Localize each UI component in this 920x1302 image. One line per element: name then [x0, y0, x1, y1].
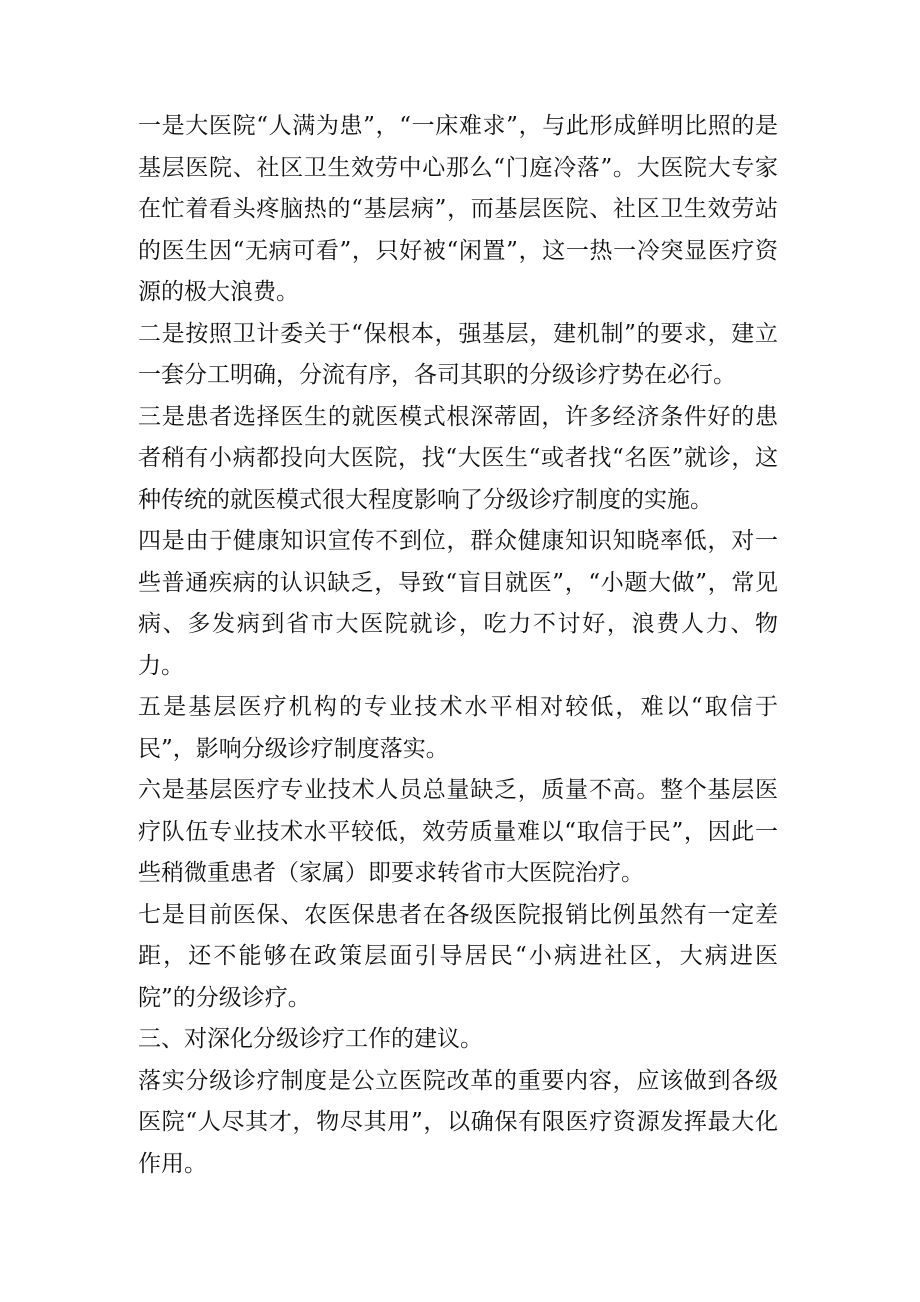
paragraph-5: 五是基层医疗机构的专业技术水平相对较低，难以“取信于民”，影响分级诊疗制度落实。	[138, 694, 778, 762]
paragraph-8: 落实分级诊疗制度是公立医院改革的重要内容，应该做到各级医院“人尽其才，物尽其用”，以确保有限医疗资源发挥最大化作用。	[138, 1067, 778, 1177]
section-heading: 三、对深化分级诊疗工作的建议。	[138, 1026, 483, 1052]
paragraph-7: 七是目前医保、农医保患者在各级医院报销比例虽然有一定差距，还不能够在政策层面引导居民“小病进社区，大病进医院”的分级诊疗。	[138, 901, 778, 1011]
paragraph-1: 一是大医院“人满为患”，“一床难求”，与此形成鲜明比照的是基层医院、社区卫生效劳中心那么“门庭冷落”。大医院大专家在忙着看头疼脑热的“基层病”，而基层医院、社区卫生效劳站的医生因“无病可看”，只好被“闲置”，这一热一冷突显医疗资源的极大浪费。	[138, 113, 778, 305]
paragraph-6: 六是基层医疗专业技术人员总量缺乏，质量不高。整个基层医疗队伍专业技术水平较低，效劳质量难以“取信于民”，因此一些稍微重患者（家属）即要求转省市大医院治疗。	[138, 777, 778, 886]
paragraph-3: 三是患者选择医生的就医模式根深蒂固，许多经济条件好的患者稍有小病都投向大医院，找“大医生“或者找“名医”就诊，这种传统的就医模式很大程度影响了分级诊疗制度的实施。	[138, 403, 778, 513]
paragraph-4: 四是由于健康知识宣传不到位，群众健康知识知晓率低，对一些普通疾病的认识缺乏，导致“盲目就医”，“小题大做”，常见病、多发病到省市大医院就诊，吃力不讨好，浪费人力、物力。	[138, 528, 778, 679]
paragraph-2: 二是按照卫计委关于“保根本，强基层，建机制”的要求，建立一套分工明确，分流有序，各司其职的分级诊疗势在必行。	[138, 320, 778, 388]
document-body	[138, 106, 778, 1185]
